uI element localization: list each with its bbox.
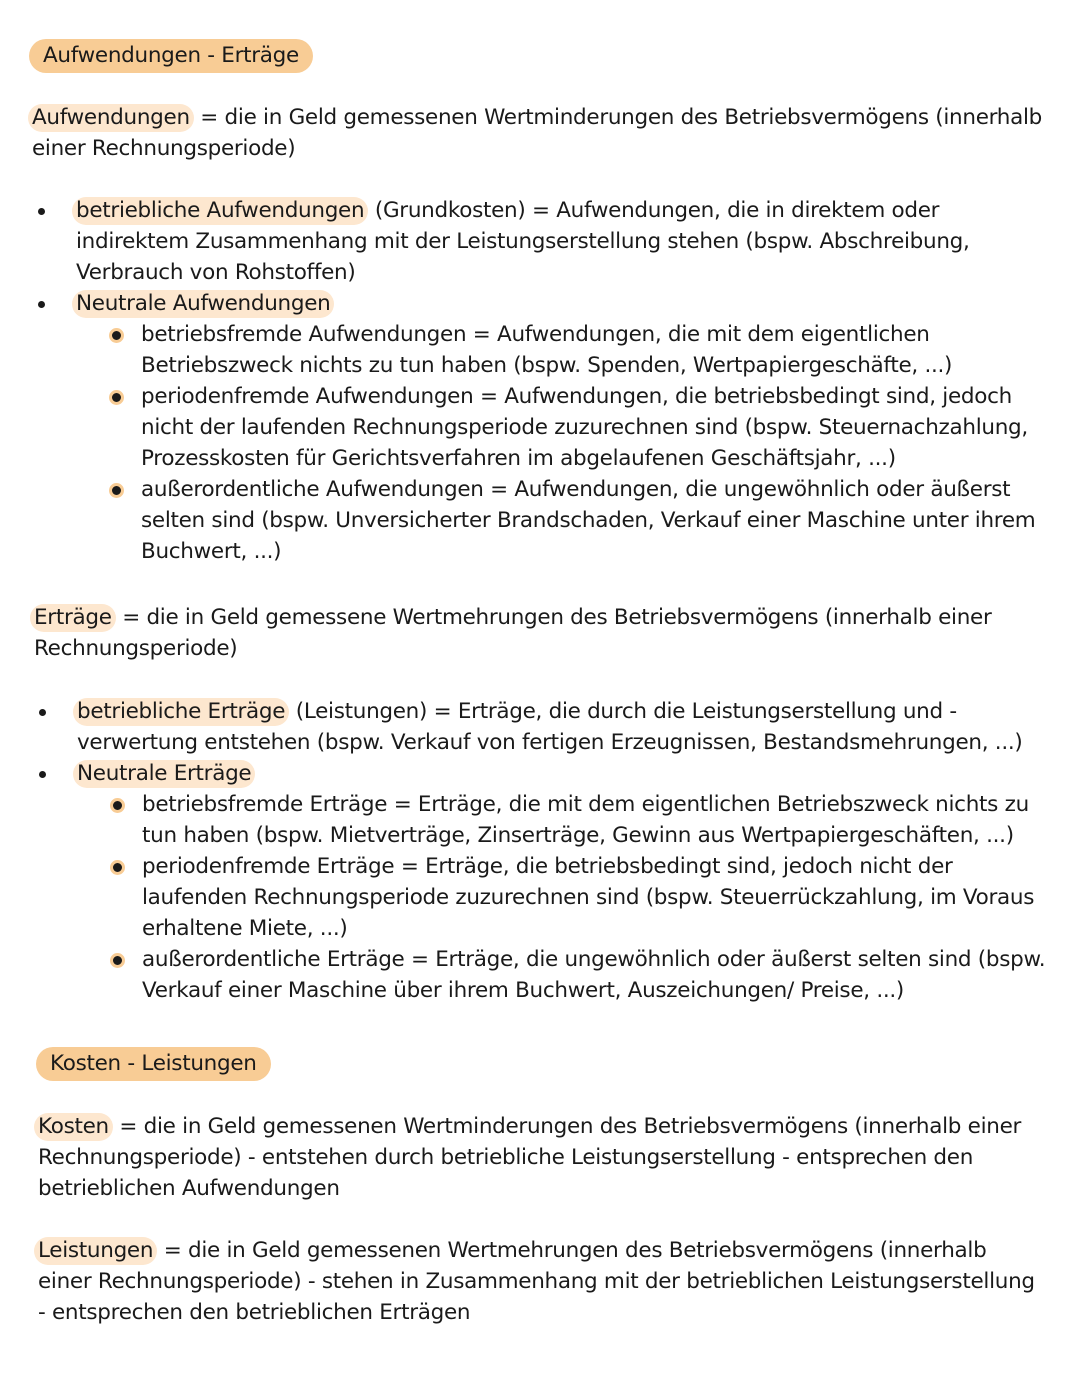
bullet-icon — [110, 798, 125, 813]
section-heading-text: Kosten - Leistungen — [50, 1051, 257, 1076]
aufwendungen-list — [32, 195, 1047, 567]
subitem-text: betriebsfremde Erträge = Erträge, die mit dem eigentlichen Betriebszweck nichts zu tun haben (bspw. Mietverträge, Zinserträge, Gewinn aus Wertpapiergeschäften, ...) — [142, 792, 1029, 848]
list-item — [32, 288, 1047, 567]
definition-text: = die in Geld gemessenen Wertminderungen des Betriebsvermögens (innerhalb einer Rechnungsperiode) - entstehen durch betriebliche Leistungserstellung - entsprechen den betrieblichen Aufwendungen — [38, 1114, 1022, 1201]
term-highlight: Leistungen — [34, 1237, 157, 1265]
bullet-icon — [109, 483, 124, 498]
sublist — [76, 319, 1047, 567]
sublist-item — [76, 474, 1047, 567]
bullet-icon — [110, 953, 125, 968]
subitem-text: periodenfremde Erträge = Erträge, die betriebsbedingt sind, jedoch nicht der laufenden Rechnungsperiode zuzurechnen sind (bspw. Steuerrückzahlung, im Voraus erhaltene Miete, ...) — [142, 854, 1035, 941]
term-highlight: Neutrale Erträge — [73, 760, 255, 788]
definition-aufwendungen — [32, 102, 1047, 164]
bullet-icon — [109, 328, 124, 343]
term-highlight: betriebliche Aufwendungen — [72, 197, 368, 225]
bullet-icon — [109, 390, 124, 405]
subitem-text: außerordentliche Aufwendungen = Aufwendungen, die ungewöhnlich oder äußerst selten sind (bspw. Unversicherter Brandschaden, Verkauf einer Maschine unter ihrem Buchwert, ...) — [141, 477, 1036, 564]
section-heading-aufwendungen-ertraege — [29, 39, 313, 73]
ertraege-list — [33, 696, 1048, 1006]
section-heading-text: Aufwendungen - Erträge — [43, 43, 299, 68]
sublist-item — [76, 381, 1047, 474]
bullet-icon — [38, 301, 45, 308]
term-highlight: betriebliche Erträge — [73, 698, 289, 726]
list-item — [33, 696, 1048, 758]
definition-text: = die in Geld gemessene Wertmehrungen des Betriebsvermögens (innerhalb einer Rechnungsperiode) — [34, 605, 992, 661]
term-highlight: Kosten — [34, 1113, 113, 1141]
list-item — [33, 758, 1048, 1006]
definition-kosten — [38, 1111, 1043, 1204]
subitem-text: periodenfremde Aufwendungen = Aufwendungen, die betriebsbedingt sind, jedoch nicht der laufenden Rechnungsperiode zuzurechnen sind (bspw. Steuernachzahlung, Prozesskosten für Gerichtsverfahren im abgelaufenen Geschäftsjahr, ...) — [141, 384, 1028, 471]
sublist-item — [77, 851, 1048, 944]
term-highlight: Neutrale Aufwendungen — [72, 290, 334, 318]
list-item — [32, 195, 1047, 288]
bullet-icon — [39, 771, 46, 778]
item-text: (Grundkosten) = Aufwendungen, die in direktem oder indirektem Zusammenhang mit der Leistungserstellung stehen (bspw. Abschreibung, Verbrauch von Rohstoffen) — [76, 198, 970, 285]
sublist-item — [77, 789, 1048, 851]
definition-text: = die in Geld gemessenen Wertmehrungen des Betriebsvermögens (innerhalb einer Rechnungsperiode) - stehen in Zusammenhang mit der betrieblichen Leistungserstellung - entsprechen den betrieblichen Erträgen — [38, 1238, 1035, 1325]
bullet-icon — [39, 709, 46, 716]
subitem-text: außerordentliche Erträge = Erträge, die ungewöhnlich oder äußerst selten sind (bspw. Verkauf einer Maschine über ihrem Buchwert, Auszeichungen/ Preise, ...) — [142, 947, 1046, 1003]
section-heading-kosten-leistungen — [36, 1047, 271, 1081]
definition-leistungen — [38, 1235, 1043, 1328]
bullet-icon — [38, 208, 45, 215]
term-highlight: Aufwendungen — [28, 104, 194, 132]
sublist — [77, 789, 1048, 1006]
bullet-icon — [110, 860, 125, 875]
sublist-item — [77, 944, 1048, 1006]
sublist-item — [76, 319, 1047, 381]
subitem-text: betriebsfremde Aufwendungen = Aufwendungen, die mit dem eigentlichen Betriebszweck nichts zu tun haben (bspw. Spenden, Wertpapiergeschäfte, ...) — [141, 322, 953, 378]
definition-text: = die in Geld gemessenen Wertminderungen des Betriebsvermögens (innerhalb einer Rechnungsperiode) — [32, 105, 1043, 161]
item-text: (Leistungen) = Erträge, die durch die Leistungserstellung und -verwertung entstehen (bspw. Verkauf von fertigen Erzeugnissen, Bestandsmehrungen, ...) — [77, 699, 1023, 755]
term-highlight: Erträge — [30, 604, 116, 632]
definition-ertraege — [34, 602, 1044, 664]
